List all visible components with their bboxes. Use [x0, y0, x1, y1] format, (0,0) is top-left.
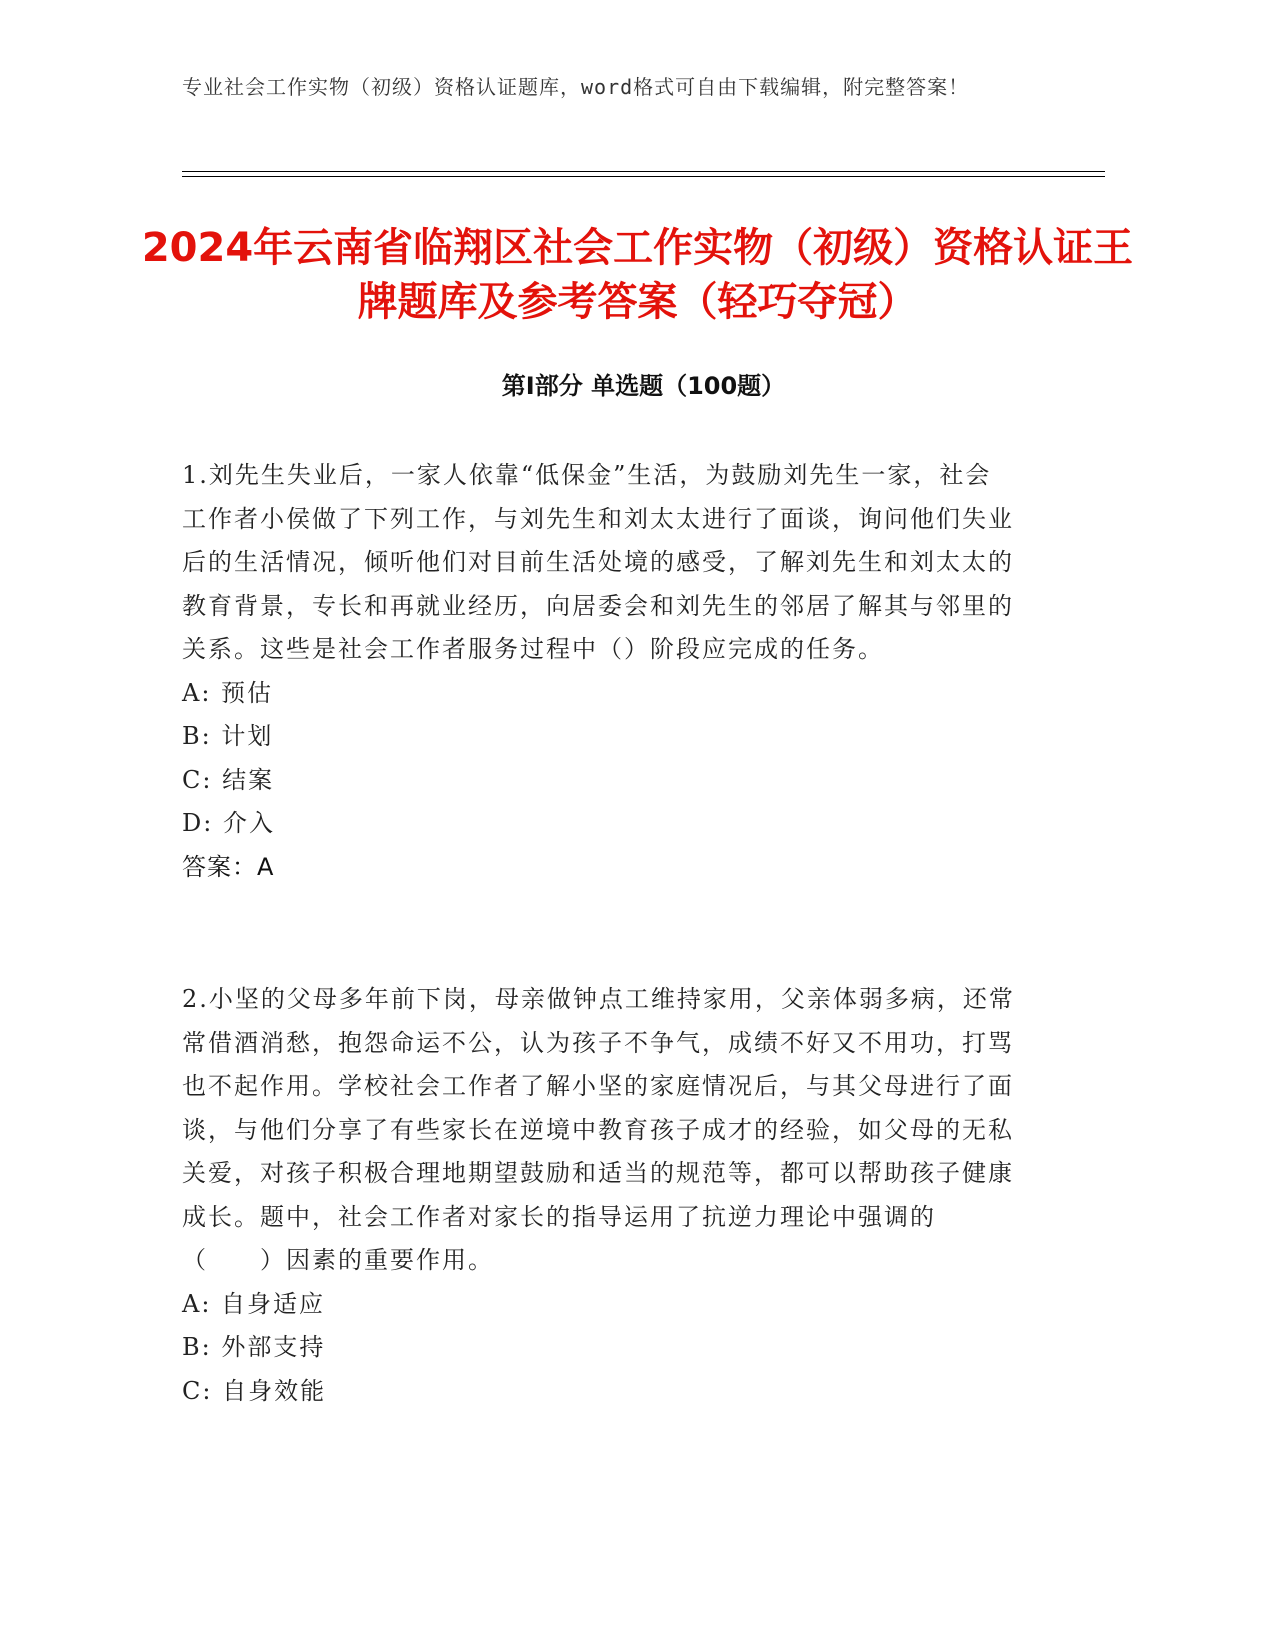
question-1 — [182, 454, 1017, 889]
option-a: A: 预估 — [182, 678, 274, 707]
option-b: B: 外部支持 — [182, 1333, 326, 1361]
option-a: A: 自身适应 — [182, 1289, 326, 1318]
question-2 — [182, 978, 1017, 1413]
question-text: 2.小坚的父母多年前下岗，母亲做钟点工维持家用，父亲体弱多病，还常常借酒消愁，抱怨命运不公，认为孩子不争气，成绩不好又不用功，打骂也不起作用。学校社会工作者了解小坚的家庭情况后，与其父母进行了面谈，与他们分享了有些家长在逆境中教育孩子成才的经验，如父母的无私关爱，对孩子积极合理地期望鼓励和适当的规范等，都可以帮助孩子健康成长。题中，社会工作者对家长的指导运用了抗逆力理论中强调的（ ）因素的重要作用。 — [182, 985, 1015, 1274]
option-b: B: 计划 — [182, 722, 274, 750]
option-c: C: 结案 — [182, 765, 275, 794]
header-note: 专业社会工作实物（初级）资格认证题库，word格式可自由下载编辑，附完整答案！ — [182, 75, 970, 99]
header-divider-bottom — [182, 176, 1105, 177]
option-d: D: 介入 — [182, 809, 275, 837]
header-divider-top — [182, 171, 1105, 172]
option-c: C: 自身效能 — [182, 1376, 327, 1405]
section-title: 第Ⅰ部分 单选题（100题） — [501, 372, 786, 400]
question-text: 1.刘先生失业后，一家人依靠“低保金”生活，为鼓励刘先生一家，社会工作者小侯做了下列工作，与刘先生和刘太太进行了面谈，询问他们失业后的生活情况，倾听他们对目前生活处境的感受，了解刘先生和刘太太的教育背景，专长和再就业经历，向居委会和刘先生的邻居了解其与邻里的关系。这些是社会工作者服务过程中（）阶段应完成的任务。 — [182, 461, 1014, 663]
document-title: 2024年云南省临翔区社会工作实物（初级）资格认证王牌题库及参考答案（轻巧夺冠） — [141, 225, 1134, 325]
answer: 答案：A — [182, 852, 275, 881]
